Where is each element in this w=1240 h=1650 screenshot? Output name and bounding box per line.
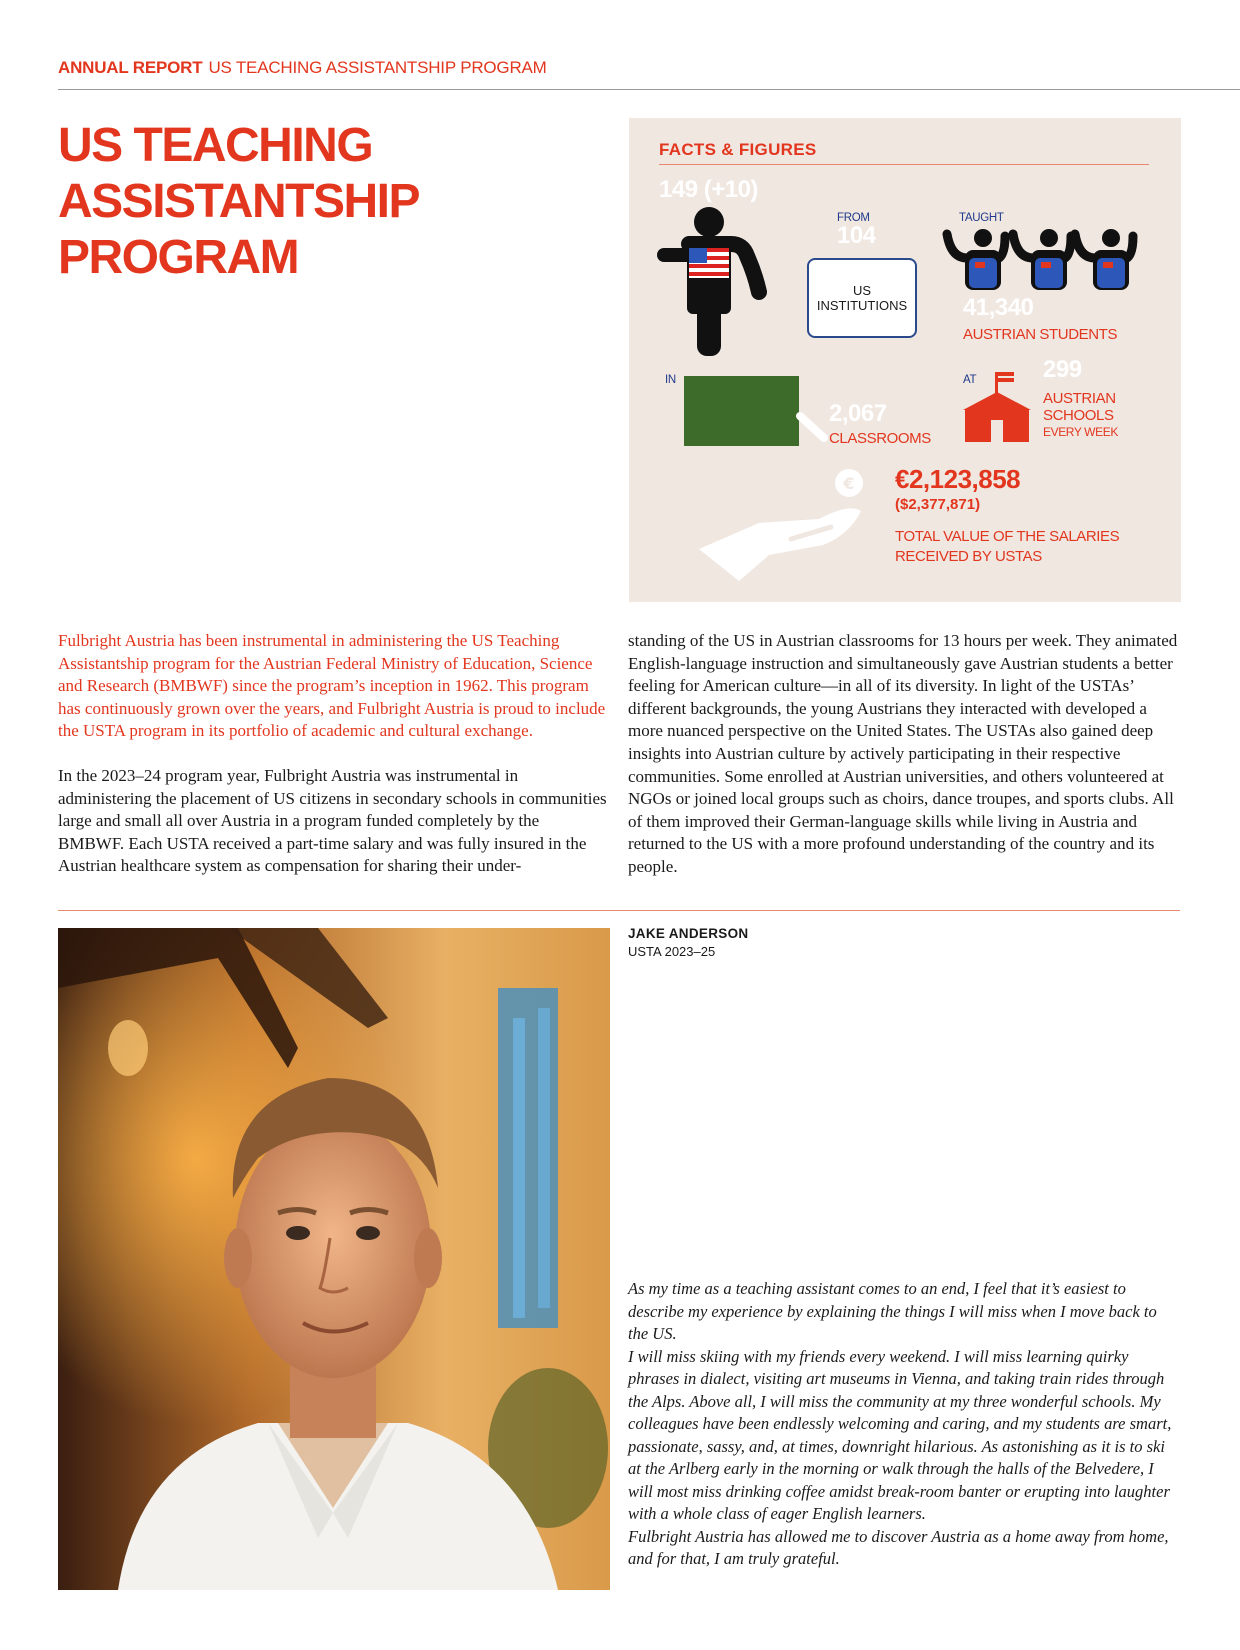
article-body-left: In the 2023–24 program year, Fulbright Austria was instrumental in administering the placement of US citizens in secondary schools in communities large and small all over Austria in a program funded completely by the BMBWF. Each USTA received a part-time salary and was fully insured in the Austrian healthcare system as compensation for sharing their under- xyxy=(58,765,607,876)
quote-paragraph-2: I will miss skiing with my friends every weekend. I will miss learning quirky phrases in dialect, visiting art museums in Vienna, and taking train rides through the Alps. Above all, I will miss the community at my three wonderful schools. My colleagues have been endlessly welcoming and caring, and my students are smart, passionate, sassy, and, at times, downright hilarious. As astonishing as it is to ski at the Arlberg early in the morning or walk through the halls of the Belvedere, I will most miss drinking coffee amidst break-room banter or erupting into laughter with a whole class of eager English learners. xyxy=(628,1346,1172,1523)
title-line-3: PROGRAM xyxy=(58,231,299,284)
at-label: AT xyxy=(963,374,977,386)
salary-label-1: TOTAL VALUE OF THE SALARIES xyxy=(895,528,1120,545)
chalk-icon xyxy=(794,408,834,448)
taught-label: TAUGHT xyxy=(959,212,1004,224)
title-line-1: US TEACHING xyxy=(58,119,373,172)
header-bold: ANNUAL REPORT xyxy=(58,58,203,77)
institutions-label-1: US xyxy=(852,283,872,298)
facts-panel xyxy=(629,118,1181,602)
institutions-label-2: INSTITUTIONS xyxy=(816,298,908,313)
header-rest: US TEACHING ASSISTANTSHIP PROGRAM xyxy=(208,58,547,77)
article-body-right: standing of the US in Austrian classrooms for 13 hours per week. They animated English-language instruction and simultaneously gave Austrian students a better feeling for American culture—in all of its diversity. In light of the USTAs’ different backgrounds, the young Austrians they interacted with developed a more nuanced perspective on the United States. The USTAs also gained deep insights into Austrian culture by actively participating in their respective communities. Some enrolled at Austrian universities, and others volunteered at NGOs or joined local groups such as choirs, dance troupes, and sports clubs. All of them improved their German-language skills while living in Austria and returned to the US with a more profound understanding of the country and its people. xyxy=(628,631,1178,876)
person-flag-icon xyxy=(651,200,781,360)
article-intro: Fulbright Austria has been instrumental in administering the US Teaching Assistantship program for the Austrian Federal Ministry of Education, Science and Research (BMBWF) since the program’s inception in 1962. This program has continuously grown over the years, and Fulbright Austria is proud to include the USTA program in its portfolio of academic and cultural exchange. xyxy=(58,631,606,741)
article-column-right xyxy=(628,630,1178,879)
svg-text:€: € xyxy=(843,474,855,493)
chalkboard-icon xyxy=(684,376,799,446)
profile-name: JAKE ANDERSON xyxy=(628,926,749,941)
profile-role: USTA 2023–25 xyxy=(628,944,716,959)
quote-paragraph-3: Fulbright Austria has allowed me to discover Austria as a home away from home, and for that, I am truly grateful. xyxy=(628,1526,1169,1568)
school-icon xyxy=(959,368,1039,444)
institutions-count: 104 xyxy=(837,222,876,249)
in-label: IN xyxy=(665,374,676,386)
assistants-count: 149 (+10) xyxy=(659,176,758,203)
salary-eur: €2,123,858 xyxy=(895,464,1021,494)
schools-label-3: EVERY WEEK xyxy=(1043,425,1118,439)
schools-count: 299 xyxy=(1043,356,1082,383)
salary-usd: ($2,377,871) xyxy=(895,496,981,513)
title-line-2: ASSISTANTSHIP xyxy=(58,175,419,228)
portrait-illustration xyxy=(58,928,610,1590)
page-title xyxy=(58,118,419,286)
students-count: 41,340 xyxy=(963,294,1034,321)
header-text xyxy=(58,58,1240,78)
profile-quote xyxy=(628,1278,1180,1571)
students-icon xyxy=(941,224,1141,296)
article-column-left xyxy=(58,630,608,878)
quote-paragraph-1: As my time as a teaching assistant comes to an end, I feel that it’s easiest to describe my experience by explaining the things I will miss when I move back to the US. xyxy=(628,1279,1157,1343)
portrait-photo xyxy=(58,928,610,1590)
facts-heading: FACTS & FIGURES xyxy=(659,140,1149,165)
schools-label-2: SCHOOLS xyxy=(1043,407,1114,424)
schools-label-1: AUSTRIAN xyxy=(1043,390,1116,407)
classrooms-label: CLASSROOMS xyxy=(829,430,931,447)
from-label: FROM xyxy=(837,212,870,224)
section-divider xyxy=(58,910,1180,911)
salary-label-2: RECEIVED BY USTAS xyxy=(895,548,1042,565)
classrooms-count: 2,067 xyxy=(829,400,887,427)
page-header xyxy=(58,58,1240,90)
hand-coin-icon xyxy=(699,463,879,583)
institutions-box xyxy=(807,258,917,338)
students-label: AUSTRIAN STUDENTS xyxy=(963,326,1118,343)
